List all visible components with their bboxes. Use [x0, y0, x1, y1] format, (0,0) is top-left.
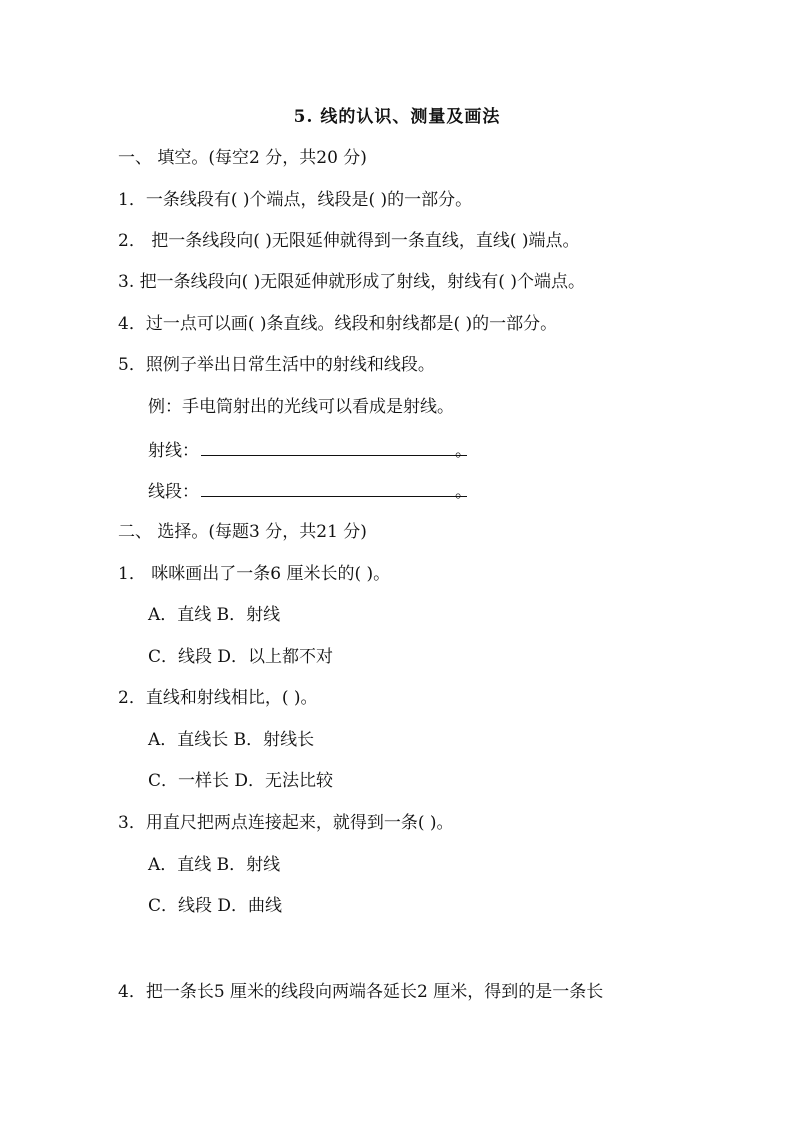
- section2-question-3: 3．用直尺把两点连接起来，就得到一条( )。: [118, 813, 454, 833]
- ray-answer-blank[interactable]: [201, 437, 467, 456]
- section1-question-3: 3. 把一条线段向( )无限延伸就形成了射线，射线有( )个端点。: [118, 272, 585, 292]
- segment-period: 。: [455, 482, 472, 502]
- section2-q2-options-row2: C．一样长 D．无法比较: [148, 771, 334, 791]
- section1-question-1: 1．一条线段有( )个端点，线段是( )的一部分。: [118, 190, 473, 210]
- segment-answer-blank[interactable]: [201, 478, 467, 497]
- ray-period: 。: [455, 441, 472, 461]
- section2-q3-options-row2: C．线段 D．曲线: [148, 896, 283, 916]
- segment-label: 线段：: [148, 482, 199, 502]
- section2-question-4: 4．把一条长5 厘米的线段向两端各延长2 厘米，得到的是一条长: [118, 982, 604, 1002]
- example-line: 例：手电筒射出的光线可以看成是射线。: [148, 397, 454, 417]
- section2-q1-options-row1: A．直线 B．射线: [148, 605, 281, 625]
- ray-answer-row: [148, 437, 472, 463]
- section1-question-2: 2． 把一条线段向( )无限延伸就得到一条直线，直线( )端点。: [118, 231, 580, 251]
- page-title: 5. 线的认识、测量及画法: [293, 107, 501, 127]
- ray-label: 射线：: [148, 441, 199, 461]
- section2-question-1: 1． 咪咪画出了一条6 厘米长的( )。: [118, 564, 391, 584]
- section2-q1-options-row2: C．线段 D．以上都不对: [148, 647, 334, 667]
- segment-answer-row: [148, 478, 472, 504]
- section2-q3-options-row1: A．直线 B．射线: [148, 855, 281, 875]
- section1-question-5: 5．照例子举出日常生活中的射线和线段。: [118, 355, 435, 375]
- section1-heading: 一、 填空。(每空2 分，共20 分): [118, 148, 367, 168]
- section2-heading: 二、 选择。(每题3 分，共21 分): [118, 522, 367, 542]
- section2-q2-options-row1: A．直线长 B．射线长: [148, 730, 315, 750]
- section2-question-2: 2．直线和射线相比，( )。: [118, 688, 318, 708]
- section1-question-4: 4．过一点可以画( )条直线。线段和射线都是( )的一部分。: [118, 314, 558, 334]
